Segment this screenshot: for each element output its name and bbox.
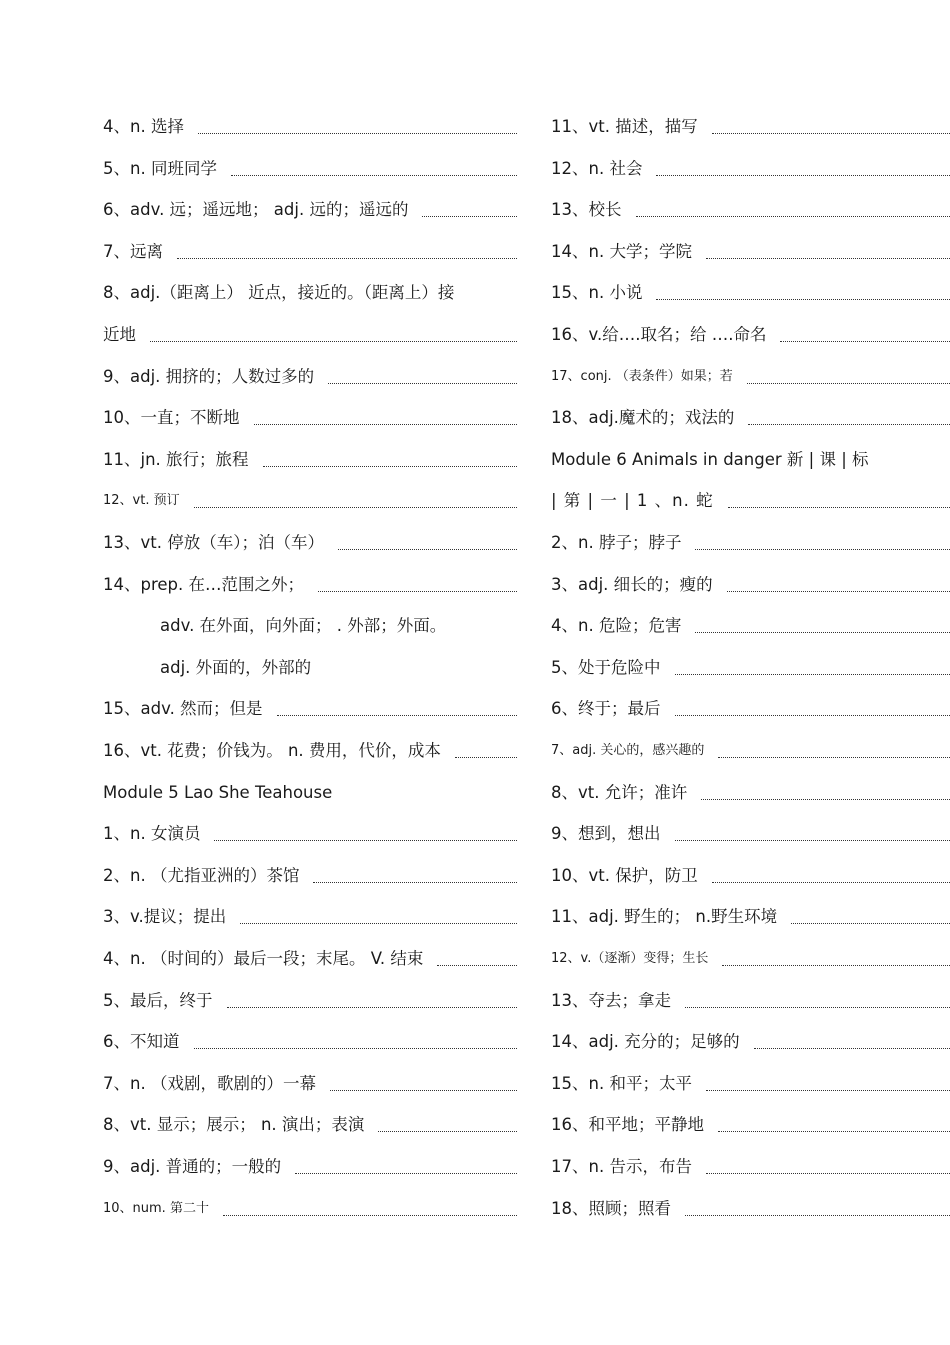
vocab-text: 5、n. 同班同学: [103, 158, 217, 178]
vocab-text: 12、n. 社会: [551, 158, 643, 178]
vocab-item: [551, 699, 950, 719]
vocab-item: [103, 1157, 517, 1177]
vocab-item: [103, 491, 517, 511]
answer-blank-line[interactable]: [727, 590, 950, 592]
vocab-text: 9、想到，想出: [551, 824, 661, 844]
answer-blank-line[interactable]: [754, 1047, 950, 1049]
vocab-text: 13、夺去；拿走: [551, 990, 671, 1010]
vocab-item: [103, 1032, 517, 1052]
vocab-item: [103, 1115, 517, 1135]
vocab-item: [103, 949, 517, 969]
vocab-text: 18、adj.魔术的；戏法的: [551, 408, 735, 428]
vocab-text: 10、vt. 保护，防卫: [551, 865, 698, 885]
answer-blank-line[interactable]: [706, 1089, 950, 1091]
answer-blank-line[interactable]: [685, 1006, 950, 1008]
vocab-item: [551, 533, 950, 553]
answer-blank-line[interactable]: [177, 257, 517, 259]
vocab-item: [103, 699, 517, 719]
vocab-text: 2、n. （尤指亚洲的）茶馆: [103, 865, 300, 885]
vocab-text: 2、n. 脖子；脖子: [551, 533, 682, 552]
answer-blank-line[interactable]: [712, 132, 950, 134]
answer-blank-line[interactable]: [214, 839, 517, 841]
answer-blank-line[interactable]: [747, 382, 950, 384]
answer-blank-line[interactable]: [422, 215, 517, 217]
vocab-text: 16、v.给….取名；给 ….命名: [551, 325, 767, 344]
vocab-text: 18、照顾；照看: [551, 1198, 671, 1218]
answer-blank-line[interactable]: [330, 1089, 517, 1091]
vocab-item: [551, 824, 950, 844]
vocab-text: 11、vt. 描述，描写: [551, 117, 698, 136]
vocab-item: [551, 200, 950, 220]
vocab-text: 8、vt. 显示；展示； n. 演出；表演: [103, 1115, 365, 1135]
vocab-item: [103, 159, 517, 179]
answer-blank-line[interactable]: [722, 964, 950, 966]
answer-blank-line[interactable]: [240, 922, 517, 924]
answer-blank-line[interactable]: [328, 382, 517, 384]
answer-blank-line[interactable]: [318, 590, 517, 592]
answer-blank-line[interactable]: [295, 1172, 517, 1174]
vocab-item: [551, 1115, 950, 1135]
module-title: Module 5 Lao She Teahouse: [103, 782, 333, 802]
vocab-item: [103, 741, 517, 761]
vocab-item: [551, 949, 950, 969]
vocab-item: [551, 907, 950, 927]
vocab-text: 4、n. 危险；危害: [551, 616, 682, 636]
vocab-text: 3、adj. 细长的；瘦的: [551, 574, 713, 594]
answer-blank-line[interactable]: [338, 548, 517, 550]
vocab-text: 9、adj. 普通的；一般的: [103, 1157, 282, 1176]
vocab-text: 1、n. 女演员: [103, 824, 201, 844]
vocab-item: [551, 408, 950, 428]
vocab-text: 8、adj.（距离上） 近点，接近的。（距离上）接: [103, 283, 455, 303]
vocab-item: [103, 616, 517, 636]
vocab-item: [551, 242, 950, 262]
vocab-item: [103, 907, 517, 927]
vocab-item: [103, 325, 517, 345]
vocab-text: 13、vt. 停放（车）；泊（车）: [103, 533, 324, 552]
answer-blank-line[interactable]: [718, 1130, 950, 1132]
vocab-text: 13、校长: [551, 200, 622, 220]
vocab-item: [103, 866, 517, 886]
vocab-text: 6、不知道: [103, 1032, 180, 1052]
vocab-item: [551, 866, 950, 886]
vocab-item: [551, 783, 950, 803]
module-heading: [551, 450, 950, 470]
answer-blank-line[interactable]: [718, 756, 950, 758]
vocab-item: [551, 1199, 950, 1219]
answer-blank-line[interactable]: [194, 1047, 518, 1049]
vocab-text: 12、v.（逐渐）变得；生长: [551, 951, 709, 966]
vocab-item: [103, 575, 517, 595]
vocab-item: [103, 117, 517, 137]
vocab-item: [103, 1074, 517, 1094]
vocab-text: 16、和平地；平静地: [551, 1115, 704, 1135]
vocab-text: 17、conj. （表条件）如果；若: [551, 368, 733, 384]
vocab-text: 10、num. 第二十: [103, 1200, 209, 1216]
vocab-text: 8、vt. 允许；准许: [551, 782, 688, 802]
vocab-item: [551, 367, 950, 387]
vocab-item: [551, 325, 950, 345]
vocab-text: 15、n. 小说: [551, 283, 643, 303]
vocab-item: [103, 283, 517, 303]
vocab-text: 15、adv. 然而；但是: [103, 699, 263, 719]
answer-blank-line[interactable]: [223, 1214, 517, 1216]
vocab-item: [103, 408, 517, 428]
answer-blank-line[interactable]: [313, 881, 517, 883]
vocab-text: 14、prep. 在…范围之外；: [103, 574, 305, 594]
vocab-item: [103, 242, 517, 262]
answer-blank-line[interactable]: [437, 964, 517, 966]
vocab-item: [551, 1032, 950, 1052]
answer-blank-line[interactable]: [695, 548, 950, 550]
answer-blank-line[interactable]: [728, 506, 950, 508]
vocab-text: 5、最后，终于: [103, 990, 213, 1010]
vocab-text: 14、adj. 充分的；足够的: [551, 1032, 740, 1052]
vocab-text: adv. 在外面，向外面； . 外部；外面。: [160, 616, 447, 636]
answer-blank-line[interactable]: [701, 798, 950, 800]
answer-blank-line[interactable]: [150, 340, 517, 342]
vocab-text: 17、n. 告示，布告: [551, 1157, 692, 1176]
vocab-text: 4、n. 选择: [103, 117, 184, 136]
answer-blank-line[interactable]: [706, 1172, 950, 1174]
vocab-item: [551, 283, 950, 303]
answer-blank-line[interactable]: [227, 1006, 518, 1008]
vocab-text: 6、终于；最后: [551, 699, 661, 719]
vocab-item: [551, 991, 950, 1011]
answer-blank-line[interactable]: [194, 506, 517, 508]
vocab-text: adj. 外面的，外部的: [160, 657, 312, 677]
answer-blank-line[interactable]: [656, 174, 950, 176]
vocab-item: [103, 991, 517, 1011]
answer-blank-line[interactable]: [378, 1130, 517, 1132]
vocab-text: 3、v.提议；提出: [103, 907, 227, 927]
vocab-text: 近地: [103, 325, 136, 344]
answer-blank-line[interactable]: [712, 881, 950, 883]
answer-blank-line[interactable]: [675, 839, 950, 841]
module-title: Module 6 Animals in danger 新 | 课 | 标: [551, 449, 869, 469]
vocab-item: [551, 1157, 950, 1177]
answer-blank-line[interactable]: [695, 631, 950, 633]
vocab-text: | 第 | 一 | 1 、n. 蛇: [551, 491, 714, 511]
vocab-item: [551, 1074, 950, 1094]
answer-blank-line[interactable]: [791, 922, 950, 924]
vocab-item: [103, 367, 517, 387]
vocab-item: [551, 117, 950, 137]
vocab-text: 7、远离: [103, 241, 163, 261]
answer-blank-line[interactable]: [263, 465, 517, 467]
vocab-item: [551, 159, 950, 179]
answer-blank-line[interactable]: [277, 714, 517, 716]
answer-blank-line[interactable]: [675, 673, 950, 675]
vocab-text: 4、n. （时间的）最后一段；末尾。 V. 结束: [103, 949, 424, 968]
answer-blank-line[interactable]: [675, 714, 950, 716]
vocab-text: 15、n. 和平；太平: [551, 1073, 692, 1093]
answer-blank-line[interactable]: [254, 423, 518, 425]
vocab-item: [103, 658, 517, 678]
vocab-item: [103, 824, 517, 844]
vocab-item: [551, 491, 950, 511]
vocab-item: [103, 1199, 517, 1219]
vocab-item: [103, 450, 517, 470]
vocab-text: 11、jn. 旅行；旅程: [103, 449, 249, 469]
vocab-item: [103, 200, 517, 220]
answer-blank-line[interactable]: [780, 340, 950, 342]
module-heading: [103, 783, 517, 803]
vocab-text: 10、一直；不断地: [103, 408, 240, 428]
vocab-text: 11、adj. 野生的； n.野生环境: [551, 907, 778, 927]
vocab-text: 5、处于危险中: [551, 657, 661, 677]
vocab-text: 16、vt. 花费；价钱为。 n. 费用，代价，成本: [103, 741, 441, 760]
answer-blank-line[interactable]: [198, 132, 517, 134]
answer-blank-line[interactable]: [748, 423, 950, 425]
vocab-text: 7、adj. 关心的，感兴趣的: [551, 743, 705, 758]
vocab-text: 12、vt. 预订: [103, 493, 180, 509]
vocab-text: 6、adv. 远；遥远地； adj. 远的；遥远的: [103, 200, 409, 220]
vocab-text: 9、adj. 拥挤的；人数过多的: [103, 366, 315, 386]
vocab-item: [103, 533, 517, 553]
vocab-item: [551, 741, 950, 761]
answer-blank-line[interactable]: [706, 257, 950, 259]
answer-blank-line[interactable]: [685, 1214, 950, 1216]
vocab-item: [551, 658, 950, 678]
vocab-text: 14、n. 大学；学院: [551, 241, 692, 261]
answer-blank-line[interactable]: [656, 298, 950, 300]
answer-blank-line[interactable]: [455, 756, 517, 758]
vocab-item: [551, 616, 950, 636]
answer-blank-line[interactable]: [231, 174, 517, 176]
vocab-text: 7、n. （戏剧，歌剧的）一幕: [103, 1073, 316, 1093]
answer-blank-line[interactable]: [636, 215, 950, 217]
vocab-item: [551, 575, 950, 595]
